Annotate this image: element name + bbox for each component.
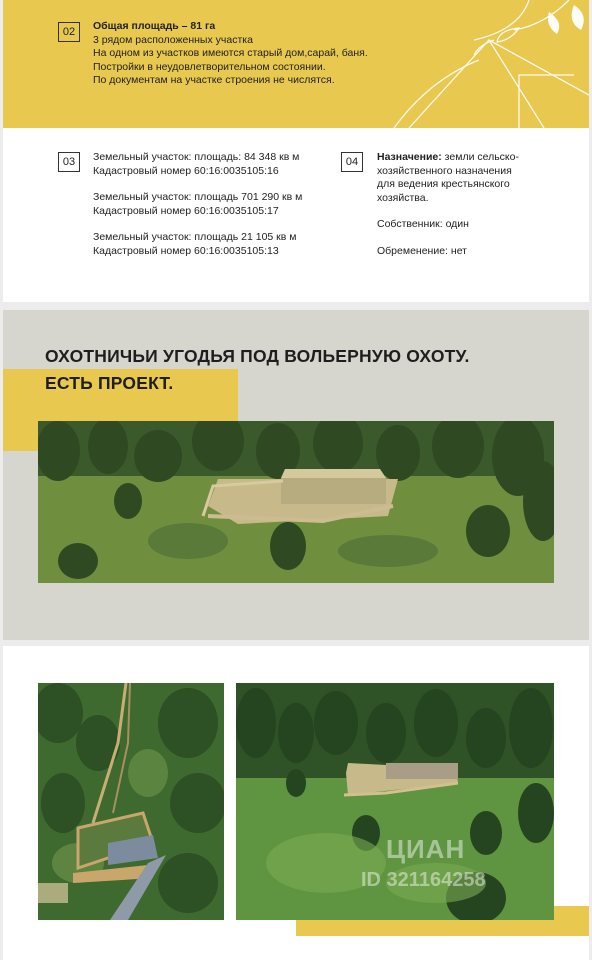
purpose-text: земли сельско- [441, 151, 519, 163]
plot-area: Земельный участок: площадь 21 105 кв м [93, 231, 297, 243]
item-number-04: 04 [341, 152, 363, 172]
plots-block [93, 151, 302, 258]
watermark-brand: ЦИАН [386, 834, 466, 864]
item-number-03: 03 [58, 152, 80, 172]
encumbrance-text: Обременение: нет [377, 244, 467, 257]
item02-line: На одном из участков имеются старый дом,сарай, баня. [93, 47, 368, 59]
field-photo-image [236, 683, 554, 920]
headline-line-2: ЕСТЬ ПРОЕКТ. [45, 373, 174, 393]
photos-panel [3, 646, 589, 960]
yellow-header-band [3, 0, 589, 128]
aerial-photo-enclosure [38, 421, 554, 583]
watermark-id: ID 321164258 [361, 869, 486, 891]
aerial-photo-field [236, 683, 554, 920]
item-number-02: 02 [58, 22, 80, 42]
purpose-label: Назначение: [377, 151, 442, 163]
purpose-text: хозяйственного назначения [377, 164, 512, 177]
hunting-panel [3, 310, 589, 640]
headline-line-1: ОХОТНИЧЬИ УГОДЬЯ ПОД ВОЛЬЕРНУЮ ОХОТУ. [45, 346, 470, 366]
fence-photo-image [38, 683, 224, 920]
total-area-title: Общая площадь – 81 га [93, 20, 216, 32]
info-panel [3, 0, 589, 302]
plot-area: Земельный участок: площадь: 84 348 кв м [93, 151, 300, 163]
aerial-photo-fence [38, 683, 224, 920]
purpose-text: для ведения крестьянского [377, 178, 510, 190]
item02-line: По документам на участке строения не числятся. [93, 74, 335, 86]
owner-text: Собственник: один [377, 218, 469, 230]
plot-cadastral: Кадастровый номер 60:16:0035105:13 [93, 244, 279, 257]
plot-area: Земельный участок: площадь 701 290 кв м [93, 191, 303, 203]
purpose-block [377, 151, 519, 258]
leaf-decoration-icon [369, 0, 589, 128]
item02-line: 3 рядом расположенных участка [93, 33, 253, 46]
plot-cadastral: Кадастровый номер 60:16:0035105:16 [93, 164, 279, 177]
item02-block [93, 20, 368, 88]
aerial-photo-image [38, 421, 554, 583]
purpose-text: хозяйства. [377, 191, 429, 204]
item02-line: Постройки в неудовлетворительном состоянии. [93, 60, 326, 73]
plot-cadastral: Кадастровый номер 60:16:0035105:17 [93, 204, 279, 217]
